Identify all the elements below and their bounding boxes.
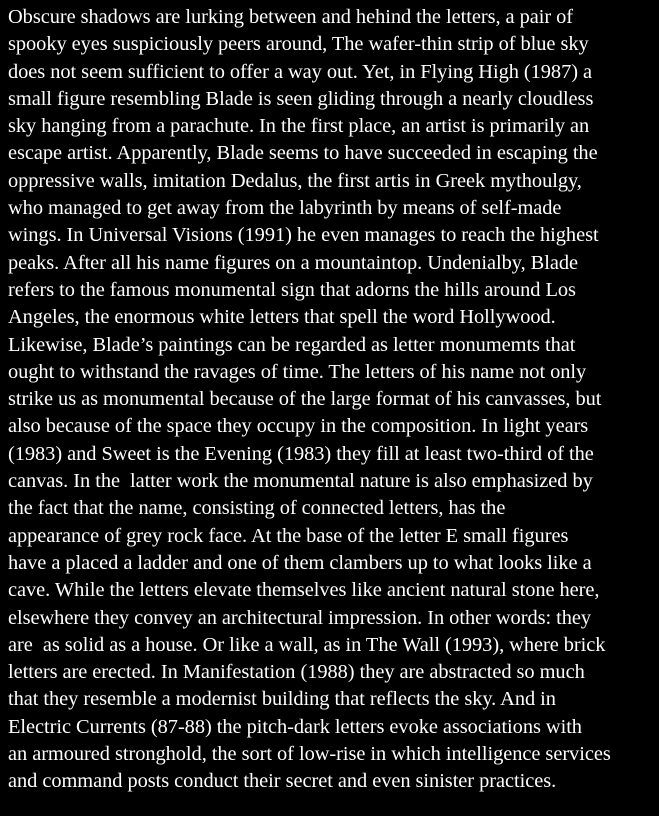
- text-line: that they resemble a modernist building that reflects the sky. And in: [8, 688, 556, 711]
- text-line: cave. While the letters elevate themselves like ancient natural stone here,: [8, 579, 600, 602]
- text-line: Likewise, Blade’s paintings can be regarded as letter monumemts that: [8, 333, 576, 356]
- text-line: elsewhere they convey an architectural impression. In other words: they: [8, 606, 592, 629]
- text-line: canvas. In the latter work the monumental nature is also emphasized by: [8, 470, 593, 493]
- text-line: the fact that the name, consisting of connected letters, has the: [8, 497, 506, 520]
- text-line: letters are erected. In Manifestation (1988) they are abstracted so much: [8, 661, 585, 684]
- text-line: oppressive walls, imitation Dedalus, the first artis in Greek mythoulgy,: [8, 169, 582, 192]
- text-line: also because of the space they occupy in the composition. In light years: [8, 415, 589, 438]
- text-line: does not seem sufficient to offer a way out. Yet, in Flying High (1987) a: [8, 60, 593, 83]
- text-line: Obscure shadows are lurking between and hehind the letters, a pair of: [8, 6, 574, 28]
- text-line: Electric Currents (87-88) the pitch-dark letters evoke associations with: [8, 715, 582, 738]
- text-line: spooky eyes suspiciously peers around, The wafer-thin strip of blue sky: [8, 33, 589, 56]
- text-line: peaks. After all his name figures on a mountaintop. Undenialby, Blade: [8, 251, 578, 274]
- text-line: sky hanging from a parachute. In the first place, an artist is primarily an: [8, 115, 590, 138]
- text-line: Angeles, the enormous white letters that spell the word Hollywood.: [8, 306, 556, 329]
- text-line: escape artist. Apparently, Blade seems to have succeeded in escaping the: [8, 142, 598, 165]
- text-line: have a placed a ladder and one of them clambers up to what looks like a: [8, 551, 592, 574]
- text-line: small figure resembling Blade is seen gliding through a nearly cloudless: [8, 87, 594, 110]
- text-line: strike us as monumental because of the large format of his canvasses, but: [8, 388, 602, 411]
- text-line: wings. In Universal Visions (1991) he even manages to reach the highest: [8, 224, 599, 247]
- text-line: ought to withstand the ravages of time. The letters of his name not only: [8, 360, 587, 383]
- text-line: who managed to get away from the labyrinth by means of self-made: [8, 197, 562, 220]
- text-line: (1983) and Sweet is the Evening (1983) they fill at least two-third of the: [8, 442, 594, 465]
- body-paragraph: [8, 4, 651, 796]
- text-line: refers to the famous monumental sign that adorns the hills around Los: [8, 278, 576, 301]
- text-line: are as solid as a house. Or like a wall, as in The Wall (1993), where brick: [8, 633, 606, 656]
- text-line: and command posts conduct their secret and even sinister practices.: [8, 770, 557, 793]
- text-line: an armoured stronghold, the sort of low-rise in which intelligence services: [8, 743, 611, 766]
- text-line: appearance of grey rock face. At the base of the letter E small figures: [8, 524, 569, 547]
